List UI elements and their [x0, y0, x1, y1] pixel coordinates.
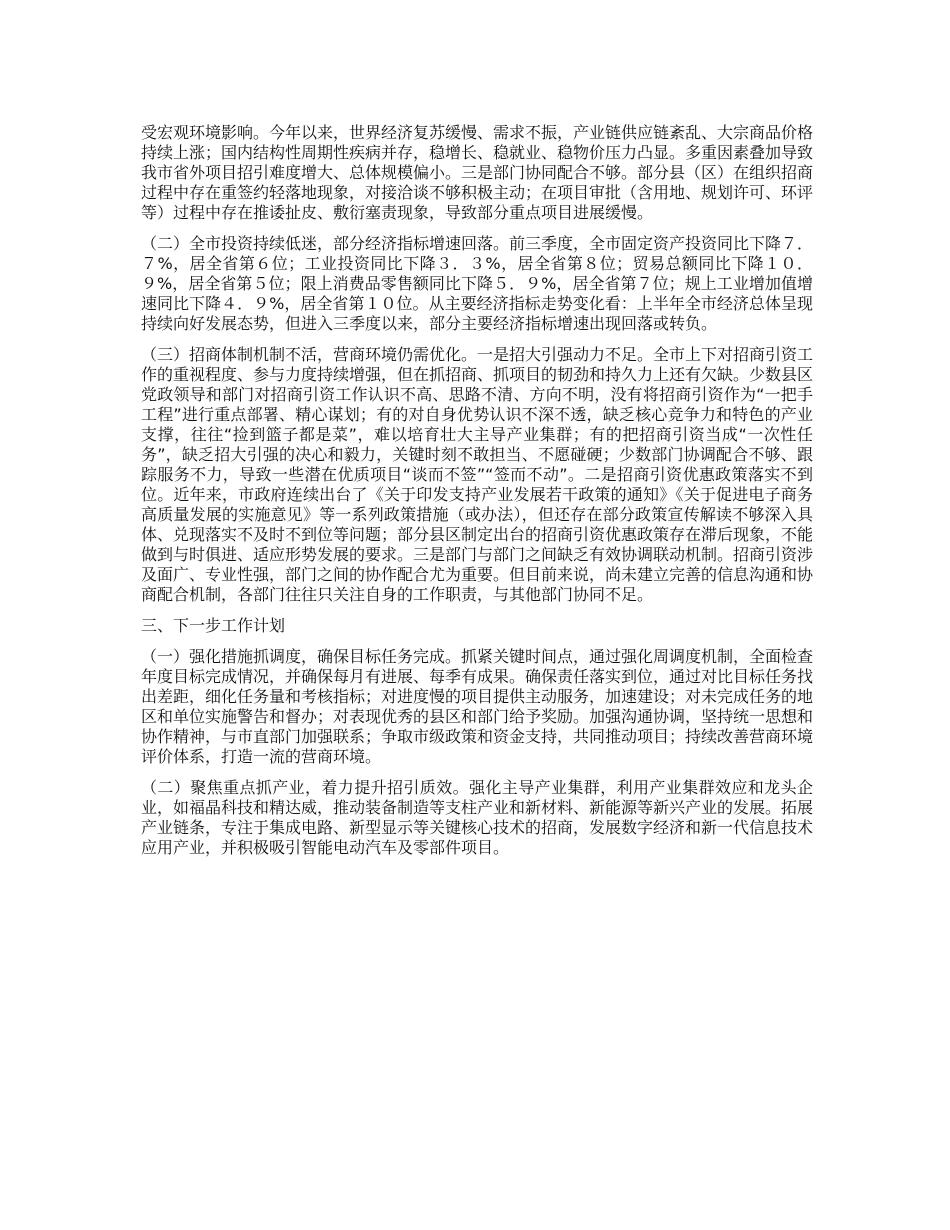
paragraph-investment-decline: （二）全市投资持续低迷，部分经济指标增速回落。前三季度，全市固定资产投资同比下降７．７%，居全省第６位；工业投资同比下降３．３%，居全省第８位；贸易总额同比下降１０．９%，居全省第５位；限上消费品零售额同比下降５．９%，居全省第７位；规上工业增加值增速同比下降４．９%，居全省第１０位。从主要经济指标走势变化看：上半年全市经济总体呈现持续向好发展态势，但进入三季度以来，部分主要经济指标增速出现回落或转负。: [141, 234, 814, 333]
section-heading-next-steps: 三、下一步工作计划: [141, 616, 286, 635]
paragraph-mechanism-issues: （三）招商体制机制不活，营商环境仍需优化。一是招大引强动力不足。全市上下对招商引资工作的重视程度、参与力度持续增强，但在抓招商、抓项目的韧劲和持久力上还有欠缺。少数县区党政领导和部门对招商引资工作认识不高、思路不清、方向不明，没有将招商引资作为“一把手工程”进行重点部署、精心谋划；有的对自身优势认识不深不透，缺乏核心竞争力和特色的产业支撑，往往“捡到篮子都是菜”，难以培育壮大主导产业集群；有的把招商引资当成“一次性任务”，缺乏招大引强的决心和毅力，关键时刻不敢担当、不愿碰硬；少数部门协调配合不够、跟踪服务不力，导致一些潜在优质项目“谈而不签”“签而不动”。二是招商引资优惠政策落实不到位。近年来，市政府连续出台了《关于印发支持产业发展若干政策的通知》《关于促进电子商务高质量发展的实施意见》等一系列政策措施（或办法），但还存在部分政策宣传解读不够深入具体、兑现落实不及时不到位等问题；部分县区制定出台的招商引资优惠政策存在滞后现象，不能做到与时俱进、适应形势发展的要求。三是部门与部门之间缺乏有效协调联动机制。招商引资涉及面广、专业性强，部门之间的协作配合尤为重要。但目前来说，尚未建立完善的信息沟通和协商配合机制，各部门往往只关注自身的工作职责，与其他部门协同不足。: [141, 345, 814, 604]
paragraph-plan-scheduling: （一）强化措施抓调度，确保目标任务完成。抓紧关键时间点，通过强化周调度机制，全面检查年度目标完成情况，并确保每月有进展、每季有成果。确保责任落实到位，通过对比目标任务找出差距，细化任务量和考核指标；对进度慢的项目提供主动服务，加速建设；对未完成任务的地区和单位实施警告和督办；对表现优秀的县区和部门给予奖励。加强沟通协调，坚持统一思想和协作精神，与市直部门加强联系；争取市级政策和资金支持，共同推动项目；持续改善营商环境评价体系，打造一流的营商环境。: [141, 647, 814, 766]
paragraph-plan-industry: （二）聚焦重点抓产业，着力提升招引质效。强化主导产业集群，利用产业集群效应和龙头企业，如福晶科技和精达威，推动装备制造等支柱产业和新材料、新能源等新兴产业的发展。拓展产业链条，专注于集成电路、新型显示等关键核心技术的招商，发展数字经济和新一代信息技术应用产业，并积极吸引智能电动汽车及零部件项目。: [141, 778, 814, 857]
paragraph-macro-environment: 受宏观环境影响。今年以来，世界经济复苏缓慢、需求不振，产业链供应链紊乱、大宗商品价格持续上涨；国内结构性周期性疾病并存，稳增长、稳就业、稳物价压力凸显。多重因素叠加导致我市省外项目招引难度增大、总体规模偏小。三是部门协同配合不够。部分县（区）在组织招商过程中存在重签约轻落地现象，对接洽谈不够积极主动；在项目审批（含用地、规划许可、环评等）过程中存在推诿扯皮、敷衍塞责现象，导致部分重点项目进展缓慢。: [141, 123, 814, 222]
document-body: [141, 123, 813, 869]
